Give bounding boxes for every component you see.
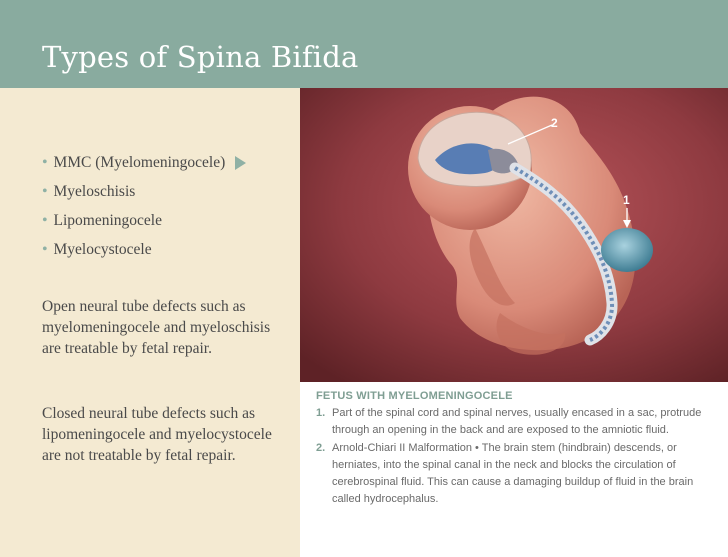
page-title: Types of Spina Bifida [42,40,359,74]
caption-item-text: Part of the spinal cord and spinal nerves, usually encased in a sac, protrude through an opening in the back and are exposed to the amniotic fluid. [332,407,702,436]
caption-title: FETUS WITH MYELOMENINGOCELE [316,390,513,402]
marker-2: 2 [551,116,558,130]
list-item-label: Myelocystocele [53,241,152,258]
fetus-drawing [300,88,728,382]
title-bar [0,0,728,88]
illustration-caption [316,390,716,508]
list-item-myeloschisis [42,177,246,206]
myelomeningocele-sac [601,228,653,272]
caption-item-number: 2. [316,442,326,454]
caption-item [316,405,716,439]
list-item-label: MMC (Myelomeningocele) [53,154,226,171]
bullet-icon: • [42,212,48,229]
closed-defects-paragraph: Closed neural tube defects such as lipomeningocele and myelocystocele are not treatable by fetal repair. [42,405,272,464]
list-item-label: Myeloschisis [53,183,136,200]
types-list [42,148,246,264]
list-item-lipomeningocele [42,206,246,235]
caption-item [316,440,716,508]
bullet-icon: • [42,241,48,258]
bullet-icon: • [42,154,48,171]
bullet-icon: • [42,183,48,200]
fetus-illustration [300,88,728,382]
list-item-mmc[interactable] [42,148,246,177]
caption-item-text: Arnold-Chiari II Malformation • The brain stem (hindbrain) descends, or herniates, into the spinal canal in the neck and blocks the circulation of cerebrospinal fluid. This can cause a damaging buildup of fluid in the brain called hydrocephalus. [332,442,694,505]
caption-item-number: 1. [316,407,326,419]
open-defects-paragraph: Open neural tube defects such as myelomeningocele and myeloschisis are treatable by fetal repair. [42,298,271,357]
play-arrow-icon[interactable] [235,156,246,170]
list-item-myelocystocele [42,235,246,264]
list-item-label: Lipomeningocele [53,212,162,229]
marker-1: 1 [623,193,630,207]
left-panel [0,88,300,557]
